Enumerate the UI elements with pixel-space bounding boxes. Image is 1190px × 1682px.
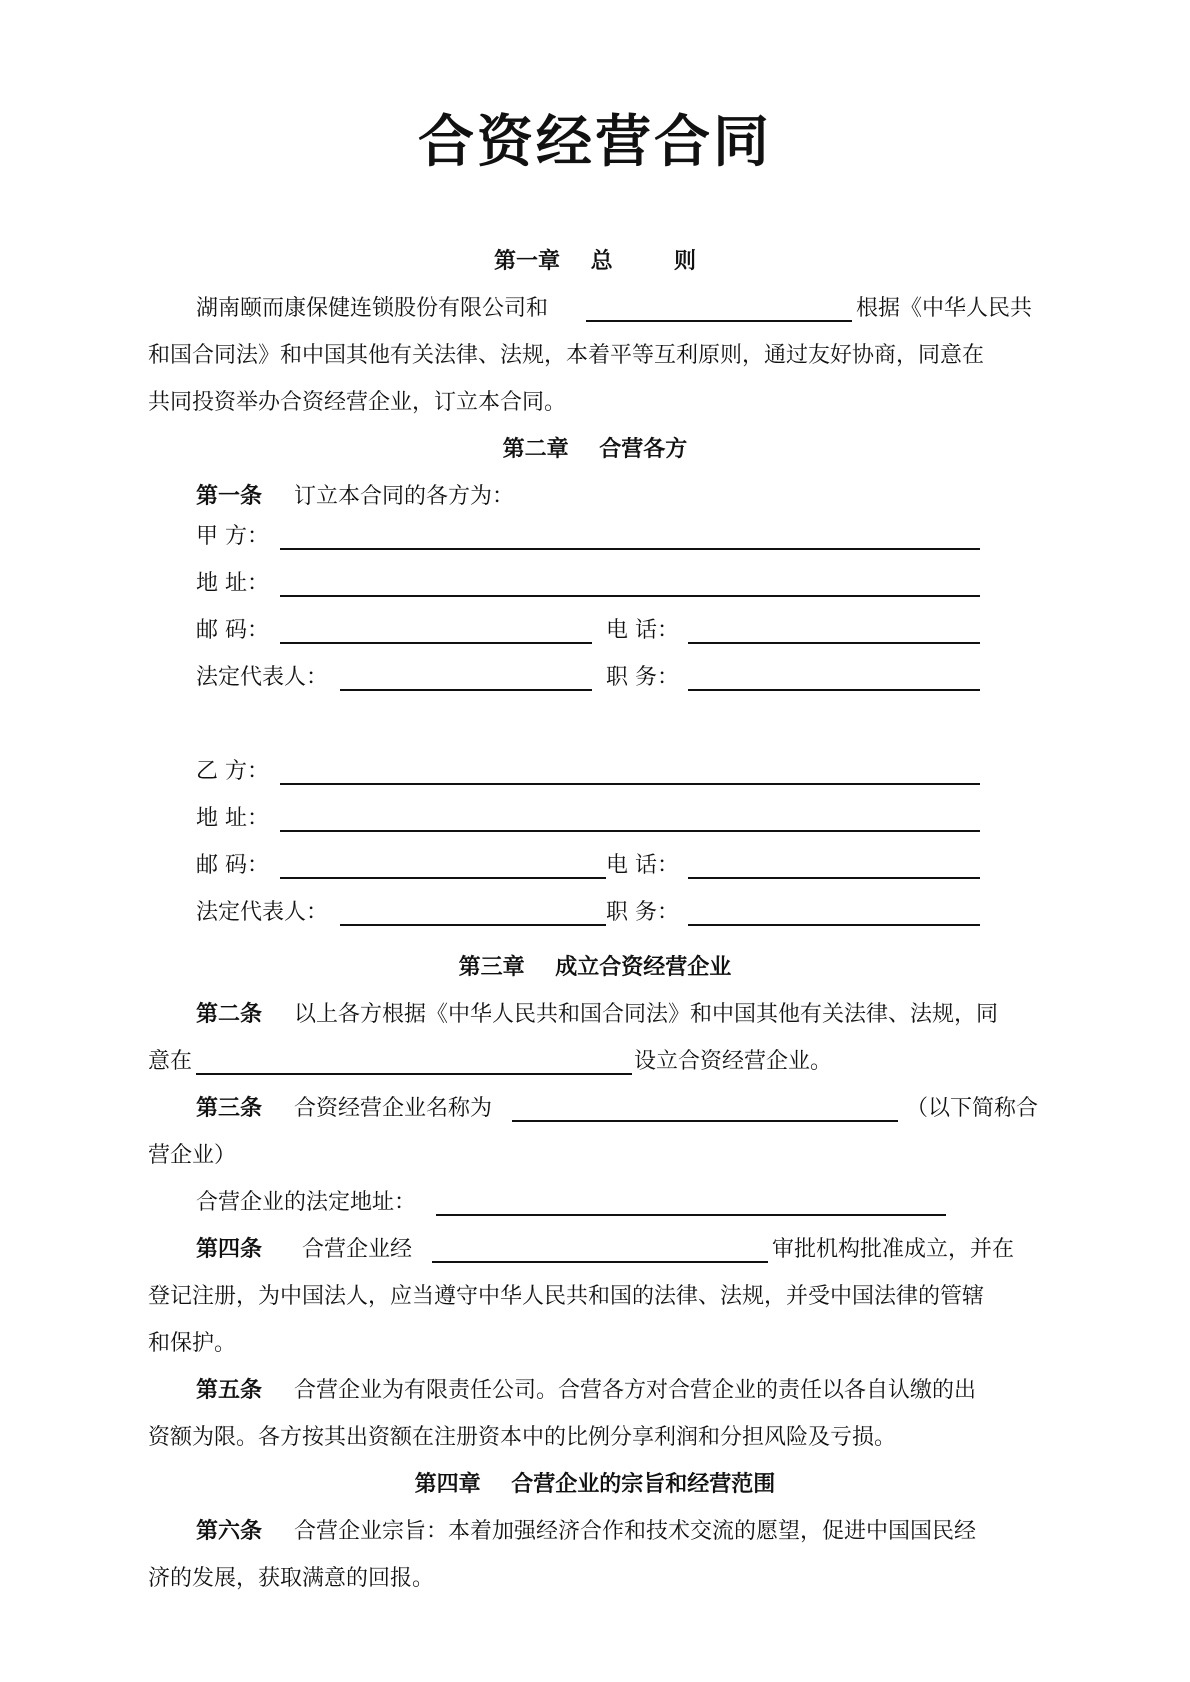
chapter-4-heading: 第四章 合营企业的宗旨和经营范围 (414, 1472, 776, 1497)
article-1-text: 订立本合同的各方为： (294, 484, 515, 509)
article-2-text: 以上各方根据《中华人民共和国合同法》和中国其他有关法律、法规，同 (294, 1002, 999, 1027)
party-b-position-label: 职 务： (606, 900, 679, 925)
establishment-location-blank[interactable] (196, 1073, 632, 1075)
party-b-phone-blank[interactable] (688, 877, 980, 879)
chapter-1-line-2: 和国合同法》和中国其他有关法律、法规，本着平等互利原则，通过友好协商，同意在 (148, 343, 985, 368)
party-a-phone-blank[interactable] (688, 642, 980, 644)
enterprise-name-blank[interactable] (512, 1120, 898, 1122)
party-b-address-blank[interactable] (280, 830, 980, 832)
article-4-line-2: 登记注册，为中国法人，应当遵守中华人民共和国的法律、法规，并受中国法律的管辖 (148, 1284, 985, 1309)
party-a-phone-label: 电 话： (606, 618, 679, 643)
chapter-1-line-3: 共同投资举办合资经营企业，订立本合同。 (148, 390, 567, 415)
party-b-label: 乙 方： (196, 759, 269, 784)
article-5-label: 第五条 (196, 1378, 263, 1403)
legal-address-label: 合营企业的法定地址： (196, 1190, 417, 1215)
party-a-address-label: 地 址： (196, 571, 269, 596)
party-b-legal-rep-blank[interactable] (340, 924, 606, 926)
article-2-label: 第二条 (196, 1002, 263, 1027)
party-a-position-blank[interactable] (688, 689, 980, 691)
article-5-line-2: 资额为限。各方按其出资额在注册资本中的比例分享利润和分担风险及亏损。 (148, 1425, 897, 1450)
chapter-1-line-1-end: 根据《中华人民共 (856, 296, 1033, 321)
approval-authority-blank[interactable] (432, 1261, 768, 1263)
party-b-phone-label: 电 话： (606, 853, 679, 878)
chapter-2-heading: 第二章 合营各方 (502, 437, 688, 462)
article-3-line-2: 营企业） (148, 1143, 237, 1168)
party-a-address-blank[interactable] (280, 595, 980, 597)
chapter-3-heading: 第三章 成立合资经营企业 (458, 955, 732, 980)
party-b-address-label: 地 址： (196, 806, 269, 831)
article-4-text-end: 审批机构批准成立，并在 (772, 1237, 1015, 1262)
party-b-postcode-label: 邮 码： (196, 853, 269, 878)
party-a-position-label: 职 务： (606, 665, 679, 690)
document-title: 合资经营合同 (418, 110, 772, 175)
party-a-label: 甲 方： (196, 524, 269, 549)
chapter-1-heading: 第一章 总 则 (494, 249, 696, 274)
party-b-party-blank[interactable] (280, 783, 980, 785)
article-4-label: 第四条 (196, 1237, 263, 1262)
article-6-text: 合营企业宗旨：本着加强经济合作和技术交流的愿望，促进中国国民经 (294, 1519, 977, 1544)
article-5-text: 合营企业为有限责任公司。合营各方对合营企业的责任以各自认缴的出 (294, 1378, 977, 1403)
article-3-text-start: 合资经营企业名称为 (294, 1096, 493, 1121)
party-a-legal-rep-label: 法定代表人： (196, 665, 329, 690)
party-a-legal-rep-blank[interactable] (340, 689, 592, 691)
article-2-line-2-end: 设立合资经营企业。 (634, 1049, 833, 1074)
article-3-label: 第三条 (196, 1096, 263, 1121)
party-b-legal-rep-label: 法定代表人： (196, 900, 329, 925)
party-a-postcode-blank[interactable] (280, 642, 592, 644)
legal-address-blank[interactable] (436, 1214, 946, 1216)
article-2-line-2-start: 意在 (148, 1049, 193, 1074)
party-a-name-blank[interactable] (280, 548, 980, 550)
article-3-text-end: （以下简称合 (906, 1096, 1039, 1121)
party-a-postcode-label: 邮 码： (196, 618, 269, 643)
article-4-line-3: 和保护。 (148, 1331, 237, 1356)
article-1-label: 第一条 (196, 484, 263, 509)
party-b-postcode-blank[interactable] (280, 877, 606, 879)
chapter-1-line-1-start: 湖南颐而康保健连锁股份有限公司和 (196, 296, 549, 321)
article-6-label: 第六条 (196, 1519, 263, 1544)
party-b-name-blank[interactable] (586, 320, 852, 322)
party-b-position-blank[interactable] (688, 924, 980, 926)
article-6-line-2: 济的发展，获取满意的回报。 (148, 1566, 435, 1591)
article-4-text-start: 合营企业经 (302, 1237, 413, 1262)
